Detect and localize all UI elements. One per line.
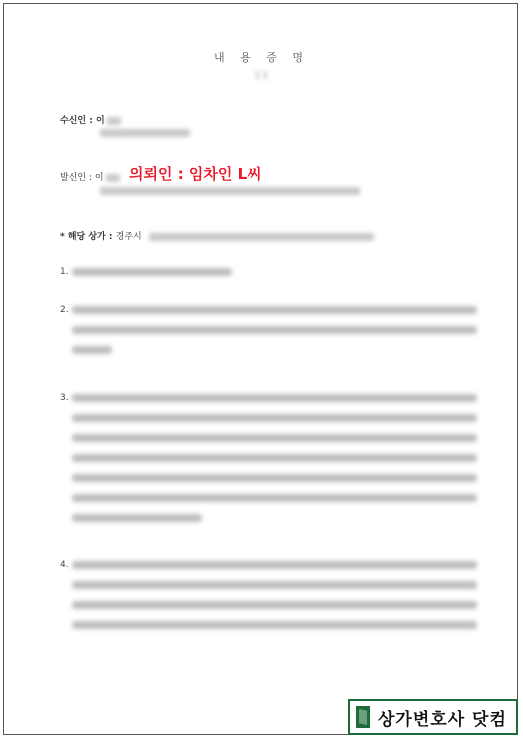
recipient-address xyxy=(100,128,190,138)
sender-address xyxy=(100,186,360,196)
sender-label: 발신인 : 이 xyxy=(60,170,120,183)
client-annotation: 의뢰인 : 임차인 L씨 xyxy=(129,165,262,183)
watermark-text: 상가변호사 닷컴 xyxy=(378,709,507,730)
recipient-label: 수신인 : 이 xyxy=(60,113,121,126)
paragraph-4: 4. xyxy=(60,555,470,641)
document-subtitle: ( ) xyxy=(256,70,267,81)
paragraph-1: 1. xyxy=(60,262,470,288)
property-line: * 해당 상가 : 경주시 xyxy=(60,229,374,242)
document-title: 내 용 증 명 xyxy=(214,51,309,64)
book-icon xyxy=(356,706,370,728)
watermark-logo xyxy=(348,699,518,735)
paragraph-3: 3. xyxy=(60,388,470,534)
paragraph-2: 2. xyxy=(60,300,470,366)
